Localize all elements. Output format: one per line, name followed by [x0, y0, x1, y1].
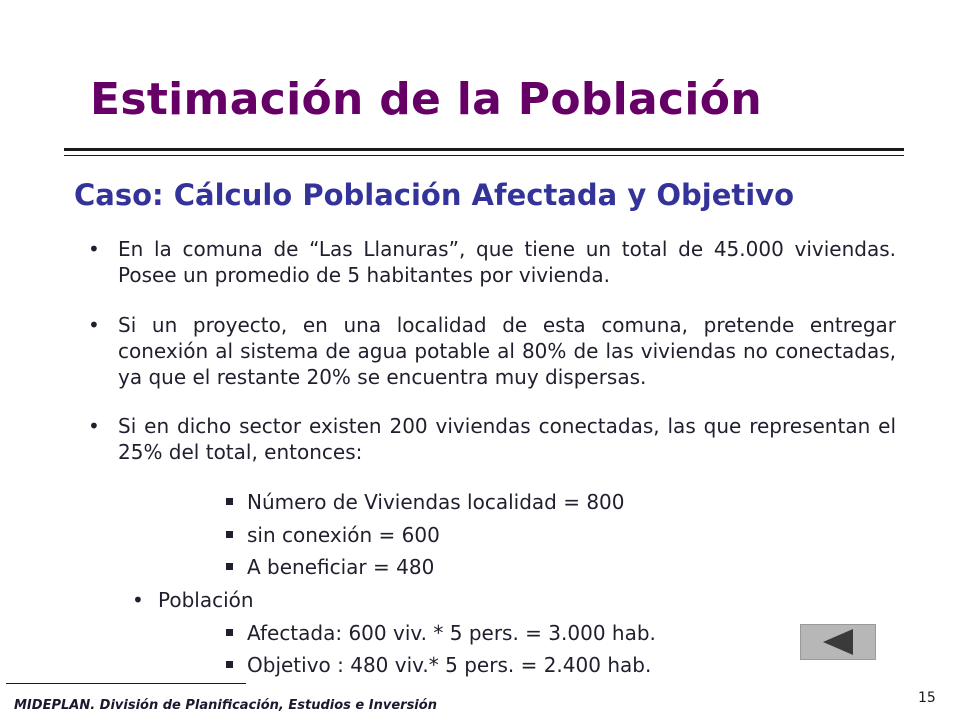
sub-item: [226, 489, 625, 515]
square-bullet-icon: [226, 661, 233, 668]
footer-divider: [6, 683, 246, 684]
bullet-text: En la comuna de “Las Llanuras”, que tiene un total de 45.000 viviendas. Posee un promedio de 5 habitantes por vivienda.: [118, 237, 896, 287]
bullet-text: Si en dicho sector existen 200 viviendas conectadas, las que representan el 25% del total, entonces:: [118, 414, 896, 464]
slide-title: Estimación de la Población: [90, 74, 762, 125]
bullet-dot-icon: •: [132, 588, 144, 612]
square-bullet-icon: [226, 531, 233, 538]
footer-text: MIDEPLAN. División de Planificación, Estudios e Inversión: [14, 698, 437, 713]
sub-item: [226, 554, 434, 580]
bullet-dot-icon: •: [88, 313, 100, 337]
sub-item: [226, 522, 440, 548]
slide-subtitle: Caso: Cálculo Población Afectada y Objetivo: [74, 178, 794, 212]
poblacion-item-text: Afectada: 600 viv. * 5 pers. = 3.000 hab.: [247, 621, 656, 645]
sub-item-text: sin conexión = 600: [247, 523, 440, 547]
poblacion-item: [226, 652, 651, 678]
title-divider-thick: [64, 148, 904, 151]
square-bullet-icon: [226, 498, 233, 505]
poblacion-item: [226, 620, 656, 646]
square-bullet-icon: [226, 629, 233, 636]
poblacion-label: Población: [158, 588, 254, 612]
page-number: 15: [918, 690, 936, 706]
back-triangle-icon: [823, 629, 853, 655]
bullet-item: [88, 312, 896, 390]
poblacion-bullet: [132, 587, 254, 613]
square-bullet-icon: [226, 563, 233, 570]
sub-item-text: Número de Viviendas localidad = 800: [247, 490, 625, 514]
poblacion-item-text: Objetivo : 480 viv.* 5 pers. = 2.400 hab.: [247, 653, 652, 677]
bullet-item: [88, 413, 896, 465]
bullet-dot-icon: •: [88, 237, 100, 261]
back-button[interactable]: [800, 624, 876, 660]
bullet-item: [88, 236, 896, 288]
bullet-text: Si un proyecto, en una localidad de esta comuna, pretende entregar conexión al sistema de agua potable al 80% de las viviendas no conectadas, ya que el restante 20% se encuentra muy dispersas.: [118, 313, 896, 389]
bullet-dot-icon: •: [88, 414, 100, 438]
title-divider-thin: [64, 155, 904, 156]
sub-item-text: A beneficiar = 480: [247, 555, 435, 579]
